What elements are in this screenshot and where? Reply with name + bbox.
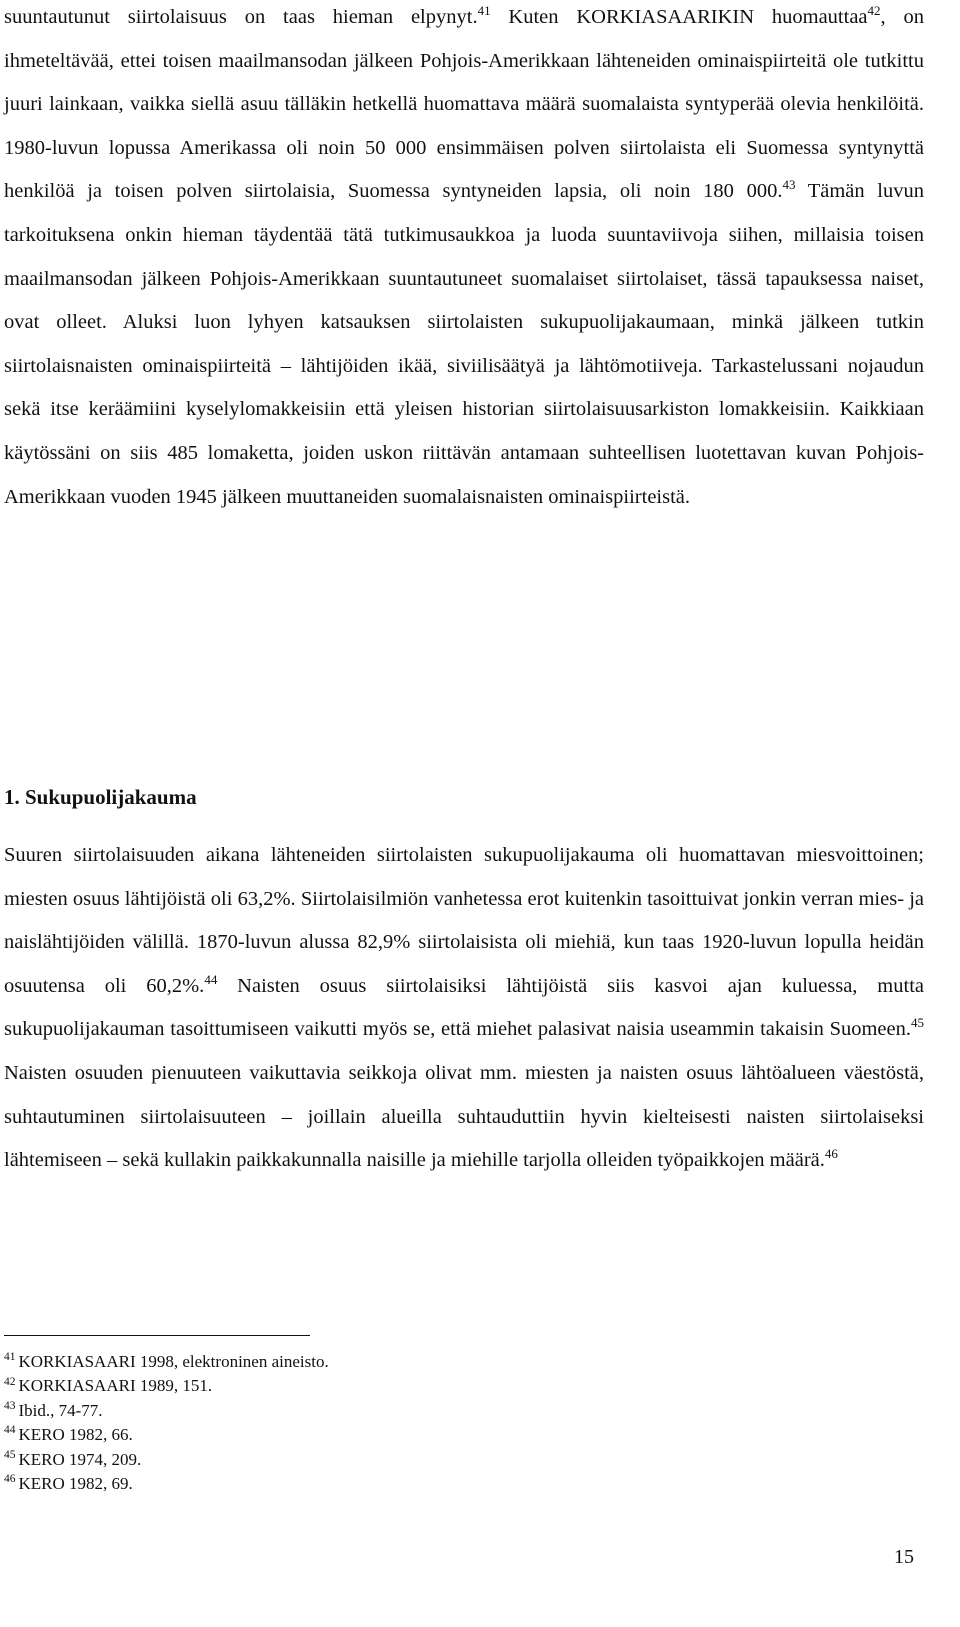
footnote-text: KORKIASAARI 1989, 151. xyxy=(18,1376,213,1396)
section-heading: 1. Sukupuolijakauma xyxy=(4,785,197,809)
footnote-text: KORKIASAARI 1998, elektroninen aineisto. xyxy=(18,1352,329,1371)
text-run: Naisten osuus siirtolaisiksi lähtijöistä siis kasvoi ajan kuluessa, mutta sukupuolijakauman tasoittumiseen vaikutti myös se, että miehet palasivat naisia useammin takaisin Suomeen. xyxy=(4,974,924,1041)
footnote-number: 43 xyxy=(4,1399,16,1412)
footnote-separator xyxy=(4,1335,310,1336)
body-paragraph-2 xyxy=(4,834,924,1183)
footnote-number: 42 xyxy=(4,1375,16,1388)
footnote-text: KERO 1982, 69. xyxy=(18,1474,133,1494)
footnote-item xyxy=(4,1350,329,1374)
footnote-text: KERO 1982, 66. xyxy=(18,1425,133,1445)
footnote-ref: 41 xyxy=(477,3,491,19)
footnote-ref: 42 xyxy=(867,3,881,19)
page-number: 15 xyxy=(894,1546,914,1568)
footnote-ref: 44 xyxy=(204,971,218,987)
body-paragraph-1 xyxy=(4,0,924,519)
footnote-ref: 45 xyxy=(911,1015,924,1031)
footnote-number: 44 xyxy=(4,1424,16,1437)
footnote-item xyxy=(4,1374,329,1398)
footnote-item xyxy=(4,1448,329,1472)
footnote-text: Ibid., 74-77. xyxy=(18,1400,103,1420)
text-run: Kuten KORKIASAARIKIN huomauttaa xyxy=(490,6,868,28)
footnote-text: KERO 1974, 209. xyxy=(18,1449,142,1469)
text-run: , on ihmeteltävää, ettei toisen maailmansodan jälkeen Pohjois-Amerikkaan lähteneiden ominaispiirteitä ole tutkittu juuri lainkaan, vaikka siellä asuu tälläkin hetkellä huomattava määrä suomalaista syntyperää olevia henkilöitä. 1980-luvun lopussa Amerikassa oli noin 50 000 ensimmäisen polven siirtolaista eli Suomessa syntynyttä henkilöä ja toisen polven siirtolaisia, Suomessa syntyneiden lapsia, oli noin 180 000. xyxy=(4,6,925,203)
footnote-number: 46 xyxy=(4,1473,16,1486)
text-run: Suuren siirtolaisuuden aikana lähteneiden siirtolaisten sukupuolijakauma oli huomattavan miesvoittoinen; miesten osuus lähtijöistä oli 63,2%. Siirtolaisilmiön vanhetessa erot kuitenkin tasoittuivat jonkin verran mies- ja naislähtijöiden välillä. 1870-luvun alussa 82,9% siirtolaisista oli miehiä, kun taas 1920-luvun lopulla heidän osuutensa oli 60,2%. xyxy=(4,844,924,997)
footnote-ref: 46 xyxy=(824,1146,838,1162)
footnote-list xyxy=(4,1350,329,1496)
footnote-item xyxy=(4,1472,329,1496)
text-run: Tämän luvun tarkoituksena onkin hieman täydentää tätä tutkimusaukkoa ja luoda suuntaviivoja siihen, millaisia toisen maailmansodan jälkeen Pohjois-Amerikkaan suuntautuneet suomalaiset siirtolaiset, tässä tapauksessa naiset, ovat olleet. Aluksi luon lyhyen katsauksen siirtolaisten sukupuolijakaumaan, minkä jälkeen tutkin siirtolaisnaisten ominaispiirteitä – lähtijöiden ikää, siviilisäätyä ja lähtömotiiveja. Tarkastelussani nojaudun sekä itse keräämiini kyselylomakkeisiin että yleisen historian siirtolaisuusarkiston lomakkeisiin. Kaikkiaan käytössäni on siis 485 lomaketta, joiden uskon riittävän antamaan suhteellisen luotettavan kuvan Pohjois-Amerikkaan vuoden 1945 jälkeen muuttaneiden suomalaisnaisten ominaispiirteistä. xyxy=(4,180,924,508)
footnote-item xyxy=(4,1423,329,1447)
footnote-item xyxy=(4,1399,329,1423)
footnote-ref: 43 xyxy=(782,177,796,193)
footnote-number: 41 xyxy=(4,1351,16,1364)
text-run: Naisten osuuden pienuuteen vaikuttavia seikkoja olivat mm. miesten ja naisten osuus lähtöalueen väestöstä, suhtautuminen siirtolaisuuteen – joillain alueilla suhtauduttiin hyvin kielteisesti naisten siirtolaiseksi lähtemiseen – sekä kullakin paikkakunnalla naisille ja miehille tarjolla olleiden työpaikkojen määrä. xyxy=(4,1061,924,1172)
text-run: suuntautunut siirtolaisuus on taas hieman elpynyt. xyxy=(4,6,478,28)
footnote-number: 45 xyxy=(4,1448,16,1461)
